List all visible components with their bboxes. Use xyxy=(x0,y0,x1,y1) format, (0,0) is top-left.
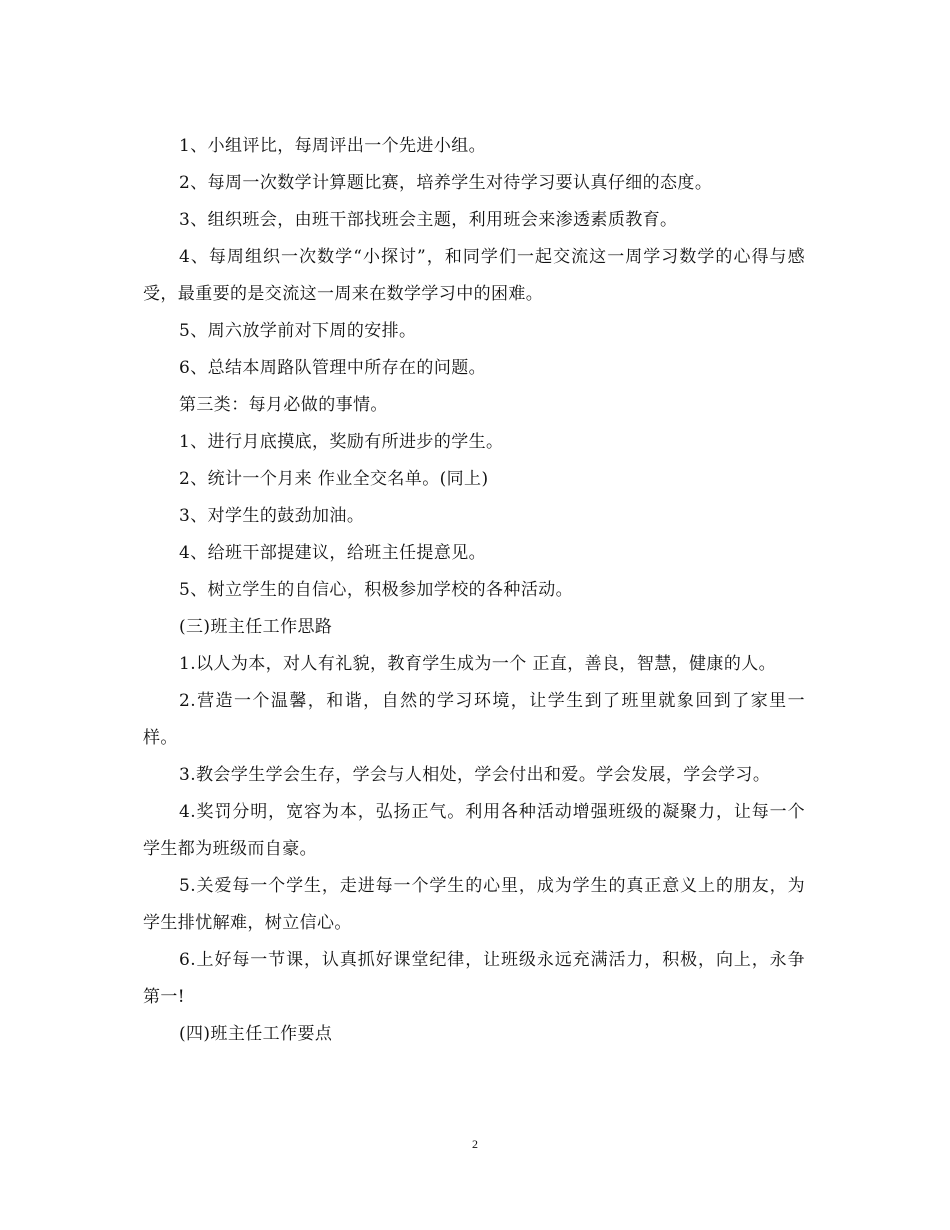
paragraph: 3、组织班会，由班干部找班会主题，利用班会来渗透素质教育。 xyxy=(179,210,678,230)
paragraph: 5、周六放学前对下周的安排。 xyxy=(179,321,417,341)
paragraph: 3、对学生的鼓劲加油。 xyxy=(179,506,365,526)
paragraph: 1.以人为本，对人有礼貌，教育学生成为一个 正直，善良，智慧，健康的人。 xyxy=(179,654,777,674)
paragraph: 3.教会学生学会生存，学会与人相处，学会付出和爱。学会发展，学会学习。 xyxy=(179,765,771,785)
document-body xyxy=(143,128,805,1053)
paragraph: 4、给班干部提建议，给班主任提意见。 xyxy=(179,543,487,563)
section-heading: (三)班主任工作思路 xyxy=(179,617,333,637)
paragraph: 6、总结本周路队管理中所存在的问题。 xyxy=(179,358,487,378)
paragraph: 4.奖罚分明，宽容为本，弘扬正气。利用各种活动增强班级的凝聚力，让每一个学生都为班级而自豪。 xyxy=(143,802,805,859)
paragraph: 4、每周组织一次数学“小探讨”，和同学们一起交流这一周学习数学的心得与感受，最重要的是交流这一周来在数学学习中的困难。 xyxy=(143,247,805,304)
paragraph: 1、进行月底摸底，奖励有所进步的学生。 xyxy=(179,432,504,452)
paragraph: 2、统计一个月来 作业全交名单。(同上) xyxy=(179,469,489,489)
paragraph: 5、树立学生的自信心，积极参加学校的各种活动。 xyxy=(179,580,574,600)
section-heading: (四)班主任工作要点 xyxy=(179,1024,333,1044)
page-number: 2 xyxy=(472,1137,478,1151)
paragraph: 2、每周一次数学计算题比赛，培养学生对待学习要认真仔细的态度。 xyxy=(179,173,713,193)
paragraph: 1、小组评比，每周评出一个先进小组。 xyxy=(179,136,487,156)
paragraph: 2.营造一个温馨，和谐，自然的学习环境，让学生到了班里就象回到了家里一样。 xyxy=(143,691,805,748)
paragraph: 5.关爱每一个学生，走进每一个学生的心里，成为学生的真正意义上的朋友，为学生排忧解难，树立信心。 xyxy=(143,876,805,933)
section-heading: 第三类：每月必做的事情。 xyxy=(179,395,388,415)
paragraph: 6.上好每一节课，认真抓好课堂纪律，让班级永远充满活力，积极，向上，永争第一! xyxy=(143,950,805,1007)
